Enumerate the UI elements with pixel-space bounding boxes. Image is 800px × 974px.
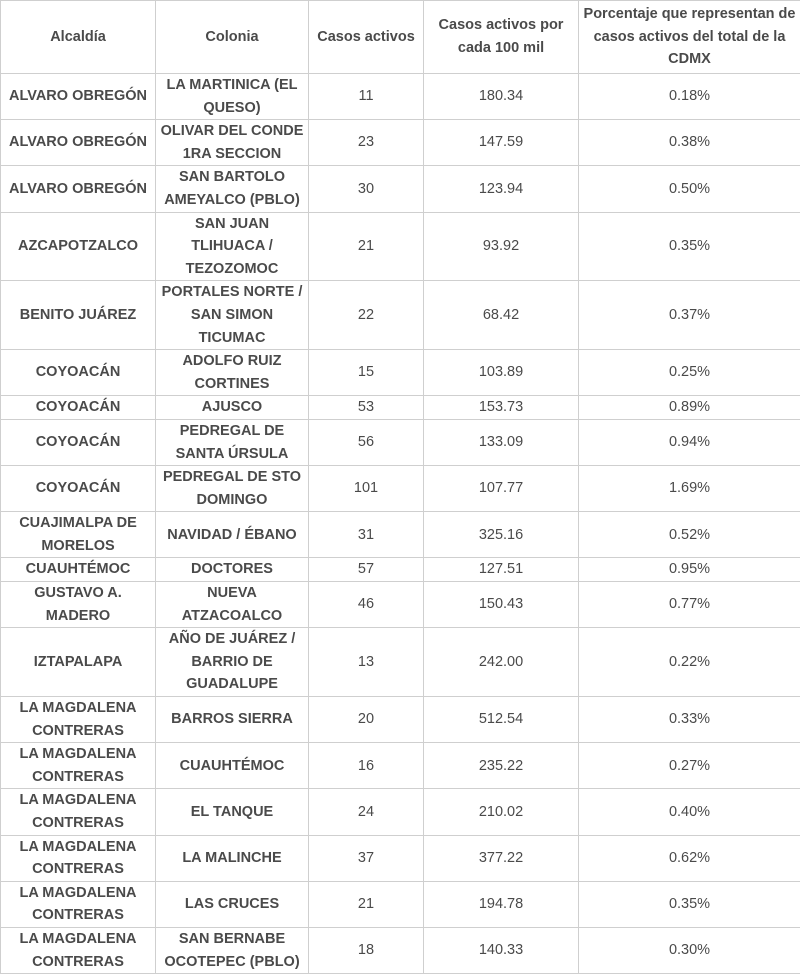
cell-casos: 101 [309, 466, 424, 512]
cell-alcaldia: COYOACÁN [1, 466, 156, 512]
cell-porcentaje: 0.35% [579, 881, 800, 927]
cell-porcentaje: 0.33% [579, 697, 800, 743]
cell-casos: 13 [309, 628, 424, 697]
cell-colonia: OLIVAR DEL CONDE 1RA SECCION [156, 120, 309, 166]
cell-por-100-mil: 140.33 [424, 927, 579, 973]
cell-colonia: SAN JUAN TLIHUACA / TEZOZOMOC [156, 212, 309, 281]
cell-casos: 56 [309, 419, 424, 465]
cell-colonia: LA MALINCHE [156, 835, 309, 881]
cell-por-100-mil: 180.34 [424, 74, 579, 120]
cell-por-100-mil: 107.77 [424, 466, 579, 512]
cell-casos: 23 [309, 120, 424, 166]
cell-casos: 21 [309, 212, 424, 281]
table-row [1, 350, 800, 396]
cell-por-100-mil: 147.59 [424, 120, 579, 166]
cell-alcaldia: ALVARO OBREGÓN [1, 74, 156, 120]
cell-colonia: DOCTORES [156, 558, 309, 582]
cell-colonia: LA MARTINICA (EL QUESO) [156, 74, 309, 120]
header-casos-por-100-mil: Casos activos por cada 100 mil [424, 1, 579, 74]
cell-porcentaje: 0.38% [579, 120, 800, 166]
cell-porcentaje: 0.35% [579, 212, 800, 281]
cell-alcaldia: CUAUHTÉMOC [1, 558, 156, 582]
cell-alcaldia: COYOACÁN [1, 350, 156, 396]
cell-porcentaje: 0.52% [579, 512, 800, 558]
cell-porcentaje: 1.69% [579, 466, 800, 512]
table-row [1, 212, 800, 281]
cell-por-100-mil: 512.54 [424, 697, 579, 743]
table-row [1, 419, 800, 465]
table-row [1, 558, 800, 582]
cell-por-100-mil: 210.02 [424, 789, 579, 835]
cell-porcentaje: 0.22% [579, 628, 800, 697]
cell-alcaldia: IZTAPALAPA [1, 628, 156, 697]
table-row [1, 166, 800, 212]
cell-por-100-mil: 68.42 [424, 281, 579, 350]
cell-casos: 11 [309, 74, 424, 120]
cell-colonia: AÑO DE JUÁREZ / BARRIO DE GUADALUPE [156, 628, 309, 697]
cell-casos: 18 [309, 927, 424, 973]
cell-colonia: NUEVA ATZACOALCO [156, 582, 309, 628]
cell-casos: 46 [309, 582, 424, 628]
cell-por-100-mil: 235.22 [424, 743, 579, 789]
table-row [1, 512, 800, 558]
cell-alcaldia: ALVARO OBREGÓN [1, 120, 156, 166]
table-row [1, 697, 800, 743]
cell-alcaldia: ALVARO OBREGÓN [1, 166, 156, 212]
cell-alcaldia: LA MAGDALENA CONTRERAS [1, 697, 156, 743]
cell-porcentaje: 0.89% [579, 396, 800, 420]
cell-porcentaje: 0.50% [579, 166, 800, 212]
cell-colonia: CUAUHTÉMOC [156, 743, 309, 789]
cell-casos: 53 [309, 396, 424, 420]
cell-colonia: LAS CRUCES [156, 881, 309, 927]
cell-casos: 21 [309, 881, 424, 927]
table-row [1, 396, 800, 420]
cell-colonia: PORTALES NORTE / SAN SIMON TICUMAC [156, 281, 309, 350]
cell-por-100-mil: 242.00 [424, 628, 579, 697]
cell-por-100-mil: 153.73 [424, 396, 579, 420]
cell-casos: 57 [309, 558, 424, 582]
table-row [1, 120, 800, 166]
cell-por-100-mil: 150.43 [424, 582, 579, 628]
cell-porcentaje: 0.95% [579, 558, 800, 582]
cell-colonia: NAVIDAD / ÉBANO [156, 512, 309, 558]
table-row [1, 927, 800, 973]
cell-porcentaje: 0.94% [579, 419, 800, 465]
table-row [1, 881, 800, 927]
cell-colonia: AJUSCO [156, 396, 309, 420]
cell-casos: 37 [309, 835, 424, 881]
cell-por-100-mil: 123.94 [424, 166, 579, 212]
cell-colonia: PEDREGAL DE STO DOMINGO [156, 466, 309, 512]
cell-alcaldia: GUSTAVO A. MADERO [1, 582, 156, 628]
cell-alcaldia: LA MAGDALENA CONTRERAS [1, 789, 156, 835]
header-casos-activos: Casos activos [309, 1, 424, 74]
cell-por-100-mil: 133.09 [424, 419, 579, 465]
cell-porcentaje: 0.37% [579, 281, 800, 350]
cell-porcentaje: 0.40% [579, 789, 800, 835]
table-row [1, 628, 800, 697]
cell-porcentaje: 0.25% [579, 350, 800, 396]
cell-casos: 16 [309, 743, 424, 789]
cell-alcaldia: COYOACÁN [1, 419, 156, 465]
cell-alcaldia: LA MAGDALENA CONTRERAS [1, 881, 156, 927]
cell-alcaldia: BENITO JUÁREZ [1, 281, 156, 350]
cell-casos: 20 [309, 697, 424, 743]
cell-porcentaje: 0.62% [579, 835, 800, 881]
cell-colonia: SAN BARTOLO AMEYALCO (PBLO) [156, 166, 309, 212]
cell-por-100-mil: 103.89 [424, 350, 579, 396]
header-colonia: Colonia [156, 1, 309, 74]
cell-colonia: PEDREGAL DE SANTA ÚRSULA [156, 419, 309, 465]
cell-por-100-mil: 377.22 [424, 835, 579, 881]
cell-alcaldia: COYOACÁN [1, 396, 156, 420]
cell-por-100-mil: 194.78 [424, 881, 579, 927]
table-row [1, 281, 800, 350]
cell-porcentaje: 0.30% [579, 927, 800, 973]
cell-colonia: SAN BERNABE OCOTEPEC (PBLO) [156, 927, 309, 973]
cell-colonia: EL TANQUE [156, 789, 309, 835]
cell-porcentaje: 0.77% [579, 582, 800, 628]
cell-alcaldia: LA MAGDALENA CONTRERAS [1, 835, 156, 881]
cell-por-100-mil: 93.92 [424, 212, 579, 281]
table-row [1, 835, 800, 881]
table-row [1, 74, 800, 120]
cell-casos: 22 [309, 281, 424, 350]
cell-porcentaje: 0.27% [579, 743, 800, 789]
cell-alcaldia: LA MAGDALENA CONTRERAS [1, 927, 156, 973]
table-row [1, 743, 800, 789]
cell-colonia: ADOLFO RUIZ CORTINES [156, 350, 309, 396]
cell-colonia: BARROS SIERRA [156, 697, 309, 743]
cell-por-100-mil: 325.16 [424, 512, 579, 558]
cell-casos: 30 [309, 166, 424, 212]
cell-casos: 24 [309, 789, 424, 835]
table-header-row [1, 1, 800, 74]
cell-alcaldia: CUAJIMALPA DE MORELOS [1, 512, 156, 558]
table-row [1, 582, 800, 628]
table-row [1, 789, 800, 835]
table-row [1, 466, 800, 512]
cell-por-100-mil: 127.51 [424, 558, 579, 582]
header-alcaldia: Alcaldía [1, 1, 156, 74]
cell-alcaldia: LA MAGDALENA CONTRERAS [1, 743, 156, 789]
header-porcentaje: Porcentaje que representan de casos activos del total de la CDMX [579, 1, 800, 74]
cell-casos: 31 [309, 512, 424, 558]
cell-alcaldia: AZCAPOTZALCO [1, 212, 156, 281]
cell-porcentaje: 0.18% [579, 74, 800, 120]
cell-casos: 15 [309, 350, 424, 396]
